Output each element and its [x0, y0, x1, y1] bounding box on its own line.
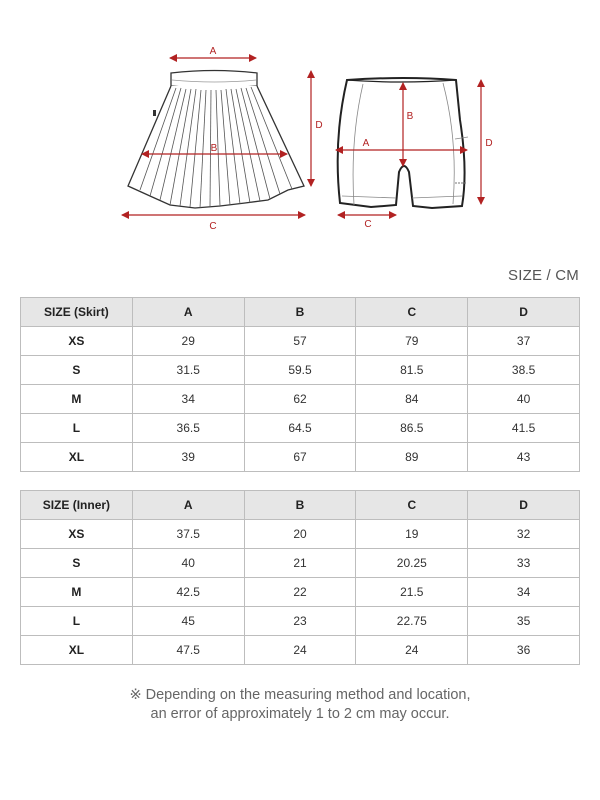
- inner-measure-d: [481, 80, 493, 204]
- table-row: [21, 578, 580, 607]
- note-line-1: ※ Depending on the measuring method and location,: [129, 687, 471, 703]
- svg-text:A: A: [362, 138, 370, 149]
- inner-size-table: [20, 490, 580, 665]
- value-cell: 22.75: [356, 607, 468, 636]
- svg-text:D: D: [315, 120, 323, 131]
- value-cell: 43: [468, 443, 580, 472]
- table-row: [21, 327, 580, 356]
- inner-measure-c: [338, 215, 396, 230]
- value-cell: 40: [468, 385, 580, 414]
- value-cell: 21.5: [356, 578, 468, 607]
- table-row: [21, 636, 580, 665]
- size-cell: L: [21, 607, 133, 636]
- svg-text:C: C: [209, 221, 217, 232]
- svg-text:A: A: [209, 46, 217, 57]
- value-cell: 37: [468, 327, 580, 356]
- header-size: SIZE (Inner): [21, 491, 133, 520]
- value-cell: 24: [356, 636, 468, 665]
- value-cell: 67: [244, 443, 356, 472]
- value-cell: 32: [468, 520, 580, 549]
- value-cell: 59.5: [244, 356, 356, 385]
- value-cell: 33: [468, 549, 580, 578]
- value-cell: 41.5: [468, 414, 580, 443]
- skirt-measure-c: [122, 215, 305, 232]
- value-cell: 81.5: [356, 356, 468, 385]
- table-row: [21, 385, 580, 414]
- value-cell: 39: [132, 443, 244, 472]
- skirt-size-table: [20, 297, 580, 472]
- value-cell: 42.5: [132, 578, 244, 607]
- note-line-2: an error of approximately 1 to 2 cm may occur.: [150, 706, 450, 722]
- size-cell: XL: [21, 636, 133, 665]
- value-cell: 47.5: [132, 636, 244, 665]
- header-b: B: [244, 298, 356, 327]
- value-cell: 21: [244, 549, 356, 578]
- header-a: A: [132, 298, 244, 327]
- value-cell: 40: [132, 549, 244, 578]
- value-cell: 23: [244, 607, 356, 636]
- svg-text:B: B: [210, 143, 218, 154]
- value-cell: 34: [468, 578, 580, 607]
- value-cell: 37.5: [132, 520, 244, 549]
- size-cell: XS: [21, 520, 133, 549]
- table-header-row: [21, 298, 580, 327]
- skirt-illustration: [128, 71, 304, 209]
- measurement-note: [0, 686, 600, 724]
- value-cell: 57: [244, 327, 356, 356]
- header-c: C: [356, 491, 468, 520]
- value-cell: 64.5: [244, 414, 356, 443]
- skirt-measure-d: [311, 71, 323, 186]
- size-cell: S: [21, 356, 133, 385]
- header-a: A: [132, 491, 244, 520]
- header-d: D: [468, 491, 580, 520]
- value-cell: 86.5: [356, 414, 468, 443]
- header-size: SIZE (Skirt): [21, 298, 133, 327]
- value-cell: 19: [356, 520, 468, 549]
- table-row: [21, 549, 580, 578]
- svg-text:D: D: [485, 138, 493, 149]
- value-cell: 35: [468, 607, 580, 636]
- value-cell: 22: [244, 578, 356, 607]
- value-cell: 24: [244, 636, 356, 665]
- header-b: B: [244, 491, 356, 520]
- value-cell: 20: [244, 520, 356, 549]
- value-cell: 36: [468, 636, 580, 665]
- size-cell: L: [21, 414, 133, 443]
- header-c: C: [356, 298, 468, 327]
- value-cell: 29: [132, 327, 244, 356]
- table-row: [21, 356, 580, 385]
- value-cell: 62: [244, 385, 356, 414]
- value-cell: 79: [356, 327, 468, 356]
- value-cell: 38.5: [468, 356, 580, 385]
- svg-text:C: C: [364, 219, 372, 230]
- size-cell: S: [21, 549, 133, 578]
- svg-text:B: B: [406, 111, 414, 122]
- size-cell: M: [21, 385, 133, 414]
- table-row: [21, 607, 580, 636]
- header-d: D: [468, 298, 580, 327]
- value-cell: 20.25: [356, 549, 468, 578]
- measurement-diagram: [0, 0, 600, 250]
- size-cell: M: [21, 578, 133, 607]
- table-row: [21, 520, 580, 549]
- value-cell: 84: [356, 385, 468, 414]
- value-cell: 31.5: [132, 356, 244, 385]
- table-header-row: [21, 491, 580, 520]
- table-row: [21, 414, 580, 443]
- size-cell: XS: [21, 327, 133, 356]
- table-row: [21, 443, 580, 472]
- size-cell: XL: [21, 443, 133, 472]
- value-cell: 34: [132, 385, 244, 414]
- value-cell: 89: [356, 443, 468, 472]
- skirt-measure-a: [170, 46, 256, 58]
- value-cell: 45: [132, 607, 244, 636]
- unit-label: SIZE / CM: [508, 267, 579, 284]
- value-cell: 36.5: [132, 414, 244, 443]
